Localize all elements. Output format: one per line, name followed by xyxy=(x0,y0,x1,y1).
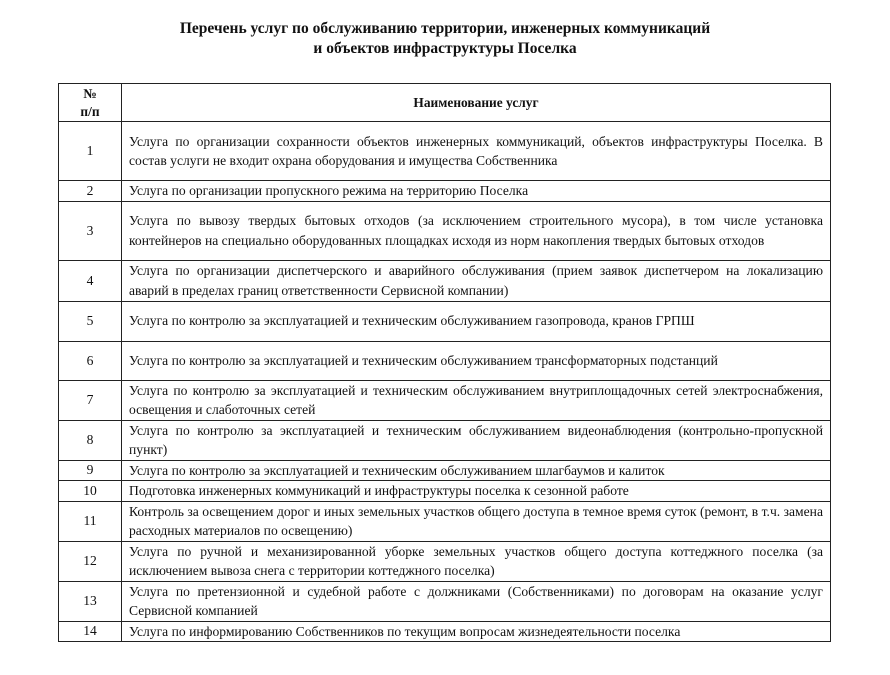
row-number: 14 xyxy=(59,621,122,642)
table-row xyxy=(59,541,831,581)
table-row xyxy=(59,341,831,380)
row-service-name: Услуга по контролю за эксплуатацией и техническим обслуживанием внутриплощадочных сетей электроснабжения, освещения и слаботочных сетей xyxy=(122,380,831,420)
table-row xyxy=(59,380,831,420)
column-header-number xyxy=(59,84,122,122)
row-number: 4 xyxy=(59,260,122,301)
row-service-name: Услуга по контролю за эксплуатацией и техническим обслуживанием видеонаблюдения (контрольно-пропускной пункт) xyxy=(122,420,831,460)
table-row xyxy=(59,201,831,260)
row-service-name: Контроль за освещением дорог и иных земельных участков общего доступа в темное время суток (ремонт, в т.ч. замена расходных материалов по освещению) xyxy=(122,501,831,541)
row-service-name: Услуга по претензионной и судебной работе с должниками (Собственниками) по договорам на оказание услуг Сервисной компанией xyxy=(122,581,831,621)
table-header-row xyxy=(59,84,831,122)
table-row xyxy=(59,420,831,460)
row-number: 13 xyxy=(59,581,122,621)
row-number: 9 xyxy=(59,460,122,481)
row-number: 1 xyxy=(59,122,122,181)
row-service-name: Услуга по информированию Собственников по текущим вопросам жизнедеятельности поселка xyxy=(122,621,831,642)
row-number: 2 xyxy=(59,181,122,202)
column-header-name: Наименование услуг xyxy=(122,84,831,122)
table-row xyxy=(59,460,831,481)
table-row xyxy=(59,301,831,341)
document-title xyxy=(0,19,890,59)
row-number: 7 xyxy=(59,380,122,420)
table-row xyxy=(59,260,831,301)
row-service-name: Услуга по организации диспетчерского и аварийного обслуживания (прием заявок диспетчером на локализацию аварий в пределах границ ответственности Сервисной компании) xyxy=(122,260,831,301)
table-row xyxy=(59,122,831,181)
title-line-1: Перечень услуг по обслуживанию территории, инженерных коммуникаций xyxy=(179,20,711,37)
column-header-number-line2: п/п xyxy=(80,103,100,119)
row-service-name: Услуга по контролю за эксплуатацией и техническим обслуживанием шлагбаумов и калиток xyxy=(122,460,831,481)
row-number: 11 xyxy=(59,501,122,541)
row-service-name: Услуга по организации пропускного режима на территорию Поселка xyxy=(122,181,831,202)
table-row xyxy=(59,581,831,621)
table-row xyxy=(59,501,831,541)
row-service-name: Услуга по ручной и механизированной уборке земельных участков общего доступа коттеджного поселка (за исключением вывоза снега с территории коттеджного поселка) xyxy=(122,541,831,581)
row-service-name: Услуга по контролю за эксплуатацией и техническим обслуживанием газопровода, кранов ГРПШ xyxy=(122,301,831,341)
row-number: 3 xyxy=(59,201,122,260)
row-service-name: Услуга по вывозу твердых бытовых отходов (за исключением строительного мусора), в том числе установка контейнеров на специально оборудованных площадках исходя из норм накопления твердых бытовых отходов xyxy=(122,201,831,260)
row-number: 12 xyxy=(59,541,122,581)
row-number: 6 xyxy=(59,341,122,380)
row-number: 5 xyxy=(59,301,122,341)
row-service-name: Услуга по организации сохранности объектов инженерных коммуникаций, объектов инфраструктуры Поселка. В состав услуги не входит охрана оборудования и имущества Собственника xyxy=(122,122,831,181)
table-row xyxy=(59,621,831,642)
column-header-number-line1: № xyxy=(83,85,97,101)
row-service-name: Услуга по контролю за эксплуатацией и техническим обслуживанием трансформаторных подстанций xyxy=(122,341,831,380)
table-row xyxy=(59,481,831,502)
table-row xyxy=(59,181,831,202)
row-number: 10 xyxy=(59,481,122,502)
row-number: 8 xyxy=(59,420,122,460)
title-line-2: и объектов инфраструктуры Поселка xyxy=(313,40,577,57)
row-service-name: Подготовка инженерных коммуникаций и инфраструктуры поселка к сезонной работе xyxy=(122,481,831,502)
services-table xyxy=(58,83,831,642)
